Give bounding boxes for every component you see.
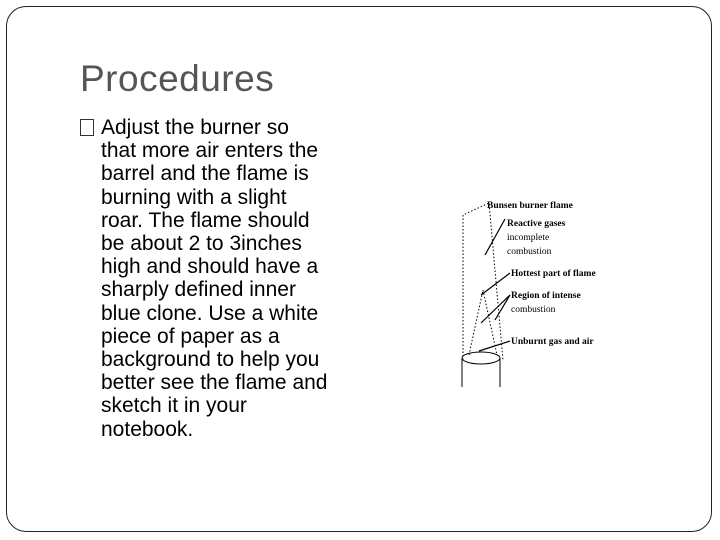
label-region-intense: Region of intense — [511, 291, 581, 301]
bullet-line: barrel and the flame is — [101, 162, 309, 186]
bullet-line: be about 2 to 3inches — [101, 232, 302, 256]
outer-flame-outline — [463, 203, 503, 360]
bullet-line: burning with a slight — [101, 185, 287, 209]
label-reactive-gases: Reactive gases — [507, 219, 566, 229]
label-unburnt: Unburnt gas and air — [511, 337, 594, 347]
pointer-reactive — [485, 219, 505, 255]
bunsen-burner-diagram — [455, 195, 625, 395]
bullet-line: high and should have a — [101, 255, 319, 279]
barrel-top — [462, 352, 500, 364]
bullet-line: roar. The flame should — [101, 208, 310, 232]
bullet-text — [101, 116, 380, 441]
bullet-item — [80, 116, 380, 441]
bullet-line: Adjust the burner so — [101, 116, 289, 139]
bullet-line: better see the flame and — [101, 371, 328, 395]
bullet-line: piece of paper as a — [101, 324, 280, 348]
label-intense-combustion: combustion — [511, 305, 556, 315]
bullet-line: sharply defined inner — [101, 278, 296, 302]
bullet-box-icon — [80, 119, 94, 136]
label-hottest: Hottest part of flame — [511, 269, 596, 279]
label-combustion: combustion — [507, 247, 552, 257]
bullet-line: background to help you — [101, 348, 320, 372]
slide-title: Procedures — [80, 58, 275, 99]
bullet-line: notebook. — [101, 417, 194, 441]
diagram-title: Bunsen burner flame — [487, 201, 573, 211]
inner-cone-outline — [469, 290, 497, 355]
bullet-line: blue clone. Use a white — [101, 301, 319, 325]
pointer-hottest — [481, 273, 510, 295]
label-incomplete: incomplete — [507, 233, 550, 243]
bullet-line: that more air enters the — [101, 139, 319, 163]
bullet-line: sketch it in your — [101, 394, 247, 418]
